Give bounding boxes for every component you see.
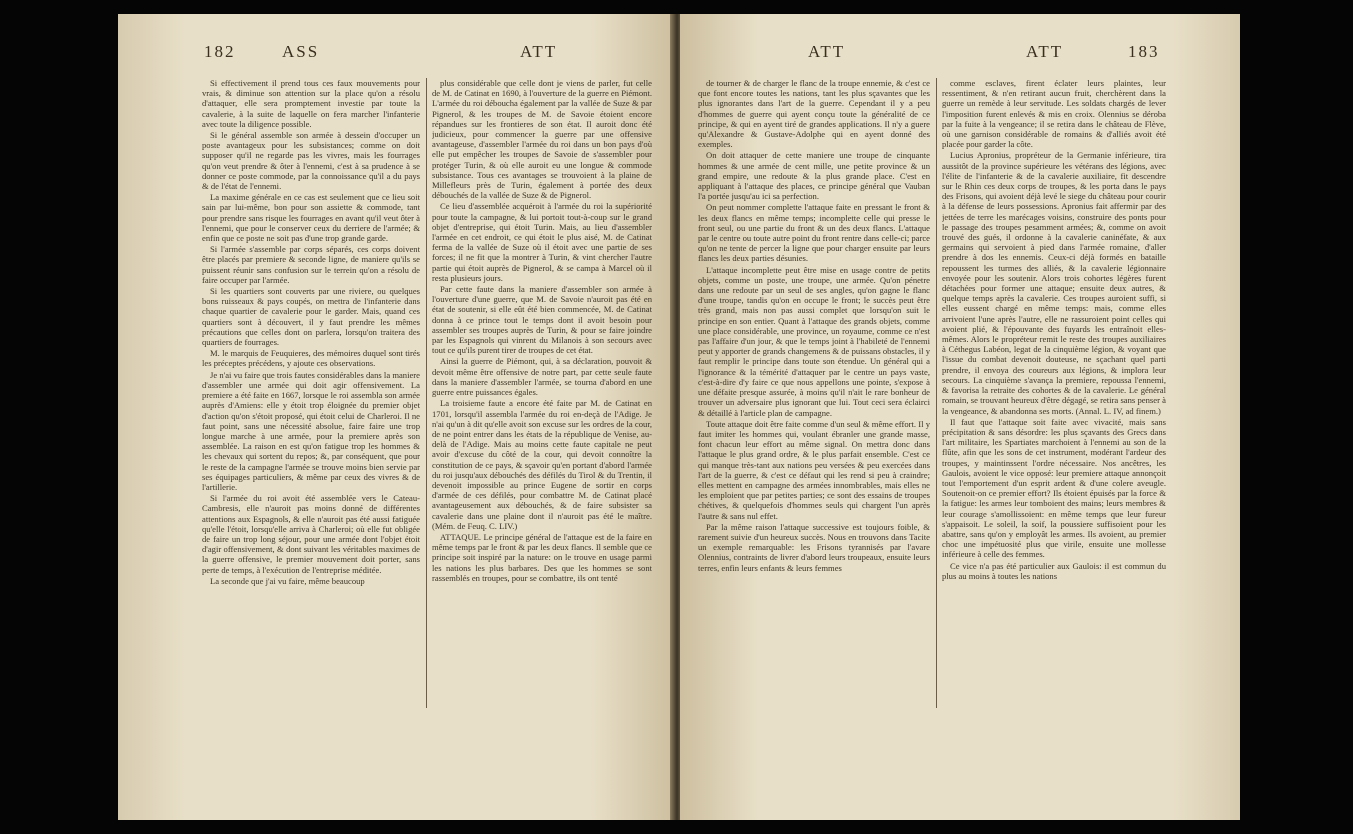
running-head-right: ATT <box>520 42 558 61</box>
paragraph: La troisieme faute a encore été faite par M. de Catinat en 1701, lorsqu'il assembla l'armée du roi en-deçà de l'Adige. Je n'ai qu'un à dit qu'elle avoit son excuse sur les ordres de la cour, de ne point entrer dans les états de la république de Venise, au-delà de l'Adige. Mais au moins cette faute capitale ne peut avoir d'excuse du côté de la cour, qui devoit connoître la constitution de ce pays, & sçavoir qu'en portant d'abord l'armée du roi jusqu'aux débouchés des défilés du Tirol & du Trentin, il devenoit impossible au prince Eugene de sortir en corps d'armée de ces défilés, pour combattre M. de Catinat placé avantageusement aux débouchés, & de faire subsister sa cavalerie dans une plaine dont il n'auroit pas été le maître. (Mém. de Feuq. C. LIV.) <box>432 398 652 531</box>
paragraph: Si les quartiers sont couverts par une riviere, ou quelques bons ruisseaux & pays coupés, on mettra de l'infanterie dans chaque quartier de cavalerie pour le garder. Mais, quand ces quartiers sont à découvert, il y faut prendre les mêmes précautions que celles dont on parlera, lorsqu'on traitera des quartiers de fourrages. <box>202 286 420 348</box>
paragraph: Ce vice n'a pas été particulier aux Gaulois: il est commun du plus au moins à toutes les nations <box>942 560 1166 581</box>
paragraph: On peut nommer complette l'attaque faite en pressant le front & les deux flancs en même temps; incomplette celle qui presse le front seul, ou une partie du front & un des deux flancs. L'attaque par le centre ou toute autre point du front rentre dans celle-ci; parce qu'on ne tente de percer la ligne que pour charger ensuite par leurs flancs les deux parties désunies. <box>698 202 930 264</box>
paragraph: Par cette faute dans la maniere d'assembler son armée à l'ouverture d'une guerre, que M. de Savoie n'auroit pas été en état de soutenir, si elle eût été bien commencée, M. de Catinat donna à ce prince tout le temps dont il avoit besoin pour assembler ses troupes auprès de Turin, & pour se faire joindre par les Espagnols qui vinrent du Milanois à son secours avec tout ce qu'ils purent tirer de troupes de cet état. <box>432 284 652 356</box>
paragraph: Si l'armée du roi avoit été assemblée vers le Cateau-Cambresis, elle n'auroit pas moins donné de différentes attentions aux Espagnols, & elle n'auroit pas été aussi fatiguée qu'elle l'étoit, lorsqu'elle arriva à Charleroi; où elle fut obligée de faire un trop long séjour, pour une armée dont l'objet étoit d'agir offensivement, & dont suivant les véritables maximes de la guerre offensive, le premier mouvement doit porter, sans perte de temps, à l'exécution de l'entreprise méditée. <box>202 493 420 575</box>
paragraph: Par la même raison l'attaque successive est toujours foible, & rarement suivie d'un heureux succès. Nous en trouvons dans Tacite un exemple remarquable: les Frisons tyrannisés par l'avare Olennius, contraints de livrer d'abord leurs troupeaux, ensuite leurs terres, enfin leurs enfants & leurs femmes <box>698 521 930 573</box>
open-book <box>118 14 1240 820</box>
paragraph: M. le marquis de Feuquieres, des mémoires duquel sont tirés les préceptes précédens, y ajoute ces observations. <box>202 348 420 369</box>
left-page <box>118 14 674 820</box>
column-rule <box>426 78 427 708</box>
paragraph: Ce lieu d'assemblée acquéroit à l'armée du roi la supériorité pour toute la campagne, & lui portoit tout-à-coup sur le grand objet d'entreprise, qui étoit Turin. Mais, au lieu d'assembler l'armée en cet endroit, ce qui étoit le plus aisé, M. de Catinat ferma de la vallée de Suze où il étoit avec une partie de ses forces; il ne fit que la montrer à Turin, & vint chercher l'autre partie qui étoit auprès de Pignerol, & se campa à Marcel où il resta plusieurs jours. <box>432 201 652 283</box>
paragraph: On doit attaquer de cette maniere une troupe de cinquante hommes & une armée de cent mille, une petite province & un grand empire, une redoute & la plus grande place. C'est en appliquant à l'attaque des places, ce principe général que Vauban l'a portée jusqu'au ici sa perfection. <box>698 150 930 202</box>
right-column-2 <box>942 78 1166 788</box>
paragraph: Si le général assemble son armée à dessein d'occuper un poste avantageux pour les subsistances; comme on doit supposer qu'il ne regarde pas les vivres, mais les fourrages qu'on veut prendre & ôter à l'ennemi, c'est à sa prudence à se donner ce poste commode, par la connoissance qu'il a du pays & de l'état de l'ennemi. <box>202 130 420 192</box>
page-number-left: 182 <box>204 42 236 61</box>
paragraph: Je n'ai vu faire que trois fautes considérables dans la maniere d'assembler une armée qui doit agir offensivement. La premiere a été faite en 1667, lorsque le roi assembla son armée auprès d'Amiens: elle y étoit trop éloignée du premier objet d'action qu'on s'étoit proposé, qui étoit celui de Charleroi. Il ne faut point, sans une nécessité absolue, faire faire une trop longue marche à une armée, pour la premiere après son assemblée. La raison en est qu'on fatigue trop les hommes & les chevaux qui sortent du repos; &, par conséquent, que pour le reste de la campagne l'armée se trouve moins bien servie par ses équipages particuliers, & même par ceux des vivres & de l'artillerie. <box>202 369 420 492</box>
right-column-1 <box>698 78 930 788</box>
paragraph: Toute attaque doit être faite comme d'un seul & même effort. Il y faut imiter les hommes qui, voulant ébranler une grande masse, font chacun leur effort au même signal. On mettra donc dans l'attaque le plus grand ordre, & le plus parfait ensemble. C'est ce qui manque très-tant aux nations peu versées & peu exercées dans l'art de la guerre, & c'est ce défaut qui les rend si peu à craindre; elles mettent en campagne des armées innombrables, mais elles ne les emploient que par petites parties; ce sont des essains de troupes chétives, & quelquefois d'hommes seuls qui chargent l'un après l'autre & sans nul effet. <box>698 418 930 521</box>
right-page <box>680 14 1240 820</box>
paragraph: La maxime générale en ce cas est seulement que ce lieu soit sain par lui-même, bon pour son assiette & commode, tant pour prendre sans risque les fourrages en avant qu'il veut ôter à l'ennemi, que pour le conserver ceux du derriere de l'armée; & enfin que ce poste ne soit pas d'une trop grande garde. <box>202 192 420 244</box>
paragraph: La seconde que j'ai vu faire, même beaucoup <box>210 575 365 586</box>
column-rule <box>936 78 937 708</box>
page-number-right: 183 <box>1128 42 1160 61</box>
running-head-right: ATT <box>1026 42 1064 61</box>
running-head-left: ASS <box>282 42 320 61</box>
paragraph: plus considérable que celle dont je viens de parler, fut celle de M. de Catinat en 1690, à l'ouverture de la guerre en Piémont. L'armée du roi déboucha également par la vallée de Suze & par Pignerol, & les troupes de M. de Savoie étoient encore répandues sur les frontieres de son état. Il auroit donc été judicieux, pour commencer la guerre par une offensive avantageuse, d'assembler l'armée du roi dans un bon pays d'où elle put empêcher les troupes de Savoie de s'assembler pour protéger Turin, & où elle auroit eu une longue & commode subsistance. Tous ces avantages se trouvoient à la plaine de Millefleurs près de Turin, également à portée des deux débouchés de la vallée de Suze & de Pignerol. <box>432 78 652 201</box>
paragraph: ATTAQUE. Le principe général de l'attaque est de la faire en même temps par le front & par les deux flancs. Il semble que ce principe soit inspiré par la nature: on le trouve en usage parmi les nations les plus barbares. Des que les hommes se sont rassemblés en troupes, pour se combattre, ils ont tenté <box>432 531 652 583</box>
paragraph: de tourner & de charger le flanc de la troupe ennemie, & c'est ce que font encore toutes les nations, tant les plus sçavantes que les plus ignorantes dans l'art de la guerre. Cependant il y a peu d'hommes de guerre qui ayent conçu toute la généralité de ce principe, & qui en ayent tiré de grandes applications. Il n'y a guere qu'Alexandre & Gustave-Adolphe qui en ayent donné des exemples. <box>698 78 930 150</box>
left-column-1 <box>202 78 420 778</box>
paragraph: comme esclaves, firent éclater leurs plaintes, leur ressentiment, & n'en retirant aucun fruit, cherchèrent dans la guerre un remède à leur servitude. Les soldats chargés de lever l'imposition furent enlevés & mis en croix. Olennius se déroba par la fuite à la vengeance; il se retira dans le château de Flève, où une garnison considérable de romains & d'alliés avoit été placée pour garder la côte. <box>942 78 1166 150</box>
paragraph: Ainsi la guerre de Piémont, qui, à sa déclaration, pouvoit & devoit même être offensive de notre part, par cette seule faute dans la maniere d'assembler l'armée, se tourna d'abord en une guerre entre puissances égales. <box>432 356 652 398</box>
paragraph: Lucius Apronius, propréteur de la Germanie inférieure, tira aussitôt de la province supérieure les vétérans des légions, avec l'élite de l'infanterie & de la cavalerie auxiliaire, fit descendre sur le Rhin ces deux corps de troupes, & les porta dans le pays des Frisons, qui avoient déjà levé le siege du château pour courir à la défense de leurs possessions. Apronius fait affermir par des jettées de terre les marécages voisins, construire des ponts pour le passage des troupes pesamment armées; &, comme on avoit trouvé des gués, il ordonne à la cavalerie caninéfate, & aux germains qui servoient à pied dans l'armée romaine, d'aller prendre à dos les ennemis. Ceux-ci déjà formés en bataille repoussent les turmes des alliés, & la cavalerie légionnaire envoyée pour les soutenir. Alors trois cohortes légères furent détachées pour former une attaque; ensuite deux autres, & quelque temps après la cavalerie. Ces troupes auroient suffi, si elles eussent chargé en même temps: mais, comme elles arrivoient l'une après l'autre, elle ne rassuroient point celles qui avoient plié, & l'épouvante des fuyards les entraînoit elles-mêmes. Alors le propréteur remit le reste des troupes auxiliaires à Céthegus Labéon, legat de la cinquième légion, & voyant que l'issue du combat devenoit douteuse, ne sçachant quel parti prendre, il envoya des coureurs aux légions, & implora leur secours. La cinquième s'avança la premiere, repoussa l'ennemi, & favorisa la retraite des cohortes & de la cavalerie. Le général romain, se trouvant heureux d'être dégagé, se retira sans penser à la vengeance, & abandonna ses morts. (Annal. L. IV, ad finem.) <box>942 150 1166 416</box>
left-column-2 <box>432 78 652 778</box>
paragraph: Si effectivement il prend tous ces faux mouvements pour vrais, & diminue son attention sur la place qu'on a résolu d'attaquer, elle sera promptement investie par toute la cavalerie, à la suite de laquelle on fera marcher l'infanterie avec toute la diligence possible. <box>202 78 420 129</box>
paragraph: L'attaque incomplette peut être mise en usage contre de petits objets, comme un poste, une troupe, une armée. Qu'on pénetre dans une redoute par un seul de ses angles, qu'on gagne le flanc d'une troupe, tandis qu'on en occupe le front; le succès peut être très grand, mais non pas aussi complet que lorsqu'on suit le principe en son entier. Quant à l'attaque des grands objets, comme une place considérable, une province, un royaume, comme ce n'est pas l'affaire d'un jour, & que le temps joint à l'habileté de l'ennemi peut y apporter de grands changemens & de puissans obstacles, il y faut remplir le principe dans toute son étendue. Un général qui a l'ignorance & la témérité d'attaquer par le centre un pays vaste, c'est-à-dire d'y faire ce que nous appellons une pointe, s'expose à une défaite presque assurée, à moins qu'il n'ait le rare bonheur de trouver un adversaire plus ignorant que lui. Tout ceci sera éclairci & détaillé à l'article plan de campagne. <box>698 264 930 418</box>
paragraph: Si l'armée s'assemble par corps séparés, ces corps doivent être placés par premiere & seconde ligne, de maniere qu'ils se puissent réunir sans confusion sur le terrein qu'on a résolu de faire occuper par l'armée. <box>202 244 420 285</box>
paragraph: Il faut que l'attaque soit faite avec vivacité, mais sans précipitation & sans désordre: les plus sçavants des Grecs dans l'art militaire, les Spartiates marchoient à l'ennemi au son de la flûte, afin que les sons de cet instrument, modérant l'ardeur des troupes, y maintinssent l'ordre nécessaire. Nos ancêtres, les Gaulois, avoient le vice opposé: leur premiere attaque annonçoit tout l'emportement d'un esprit ardent & d'une colere aveugle. Soutenoit-on ce premier effort? Ils étoient épuisés par la force & la fatigue: les armes leur tomboient des mains; leurs membres & leur courage s'amollissoient: en même temps que leur fureur s'appaisoit. Le soleil, la soif, la poussiere suffisoient pour les abattre, sans qu'on y employât les armes. Ils avoient, au premier choc une impétuosité plus que virile, ensuite une mollesse inférieure à celle des femmes. <box>942 416 1166 560</box>
running-head-left: ATT <box>808 42 846 61</box>
